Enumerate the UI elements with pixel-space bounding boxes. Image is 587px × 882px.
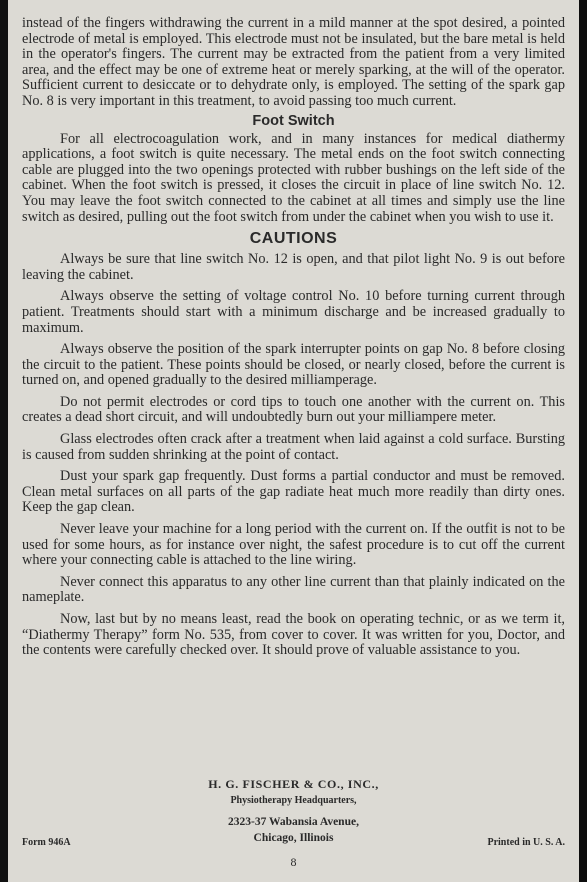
caution-paragraph: Always be sure that line switch No. 12 is open, and that pilot light No. 9 is out before leaving the cabinet. bbox=[22, 251, 565, 283]
scan-edge-left bbox=[0, 0, 8, 882]
company-city: Chicago, Illinois bbox=[253, 832, 334, 844]
page-number: 8 bbox=[290, 855, 297, 869]
caution-paragraph: Never leave your machine for a long period with the current on. If the outfit is not to be used for some hours, as for instance over night, the safest procedure is to cut off the current where your connecting cable is attached to the line wiring. bbox=[22, 521, 565, 569]
caution-paragraph: Dust your spark gap frequently. Dust forms a partial conductor and must be removed. Clean metal surfaces on all parts of the gap radiate heat much more readily than dirty ones. Keep the gap clean. bbox=[22, 468, 565, 516]
caution-paragraph: Never connect this apparatus to any other line current than that plainly indicated on the nameplate. bbox=[22, 573, 565, 606]
foot-switch-paragraph: For all electrocoagulation work, and in many instances for medical diathermy applications, a foot switch is quite necessary. The metal ends on the foot switch connecting cable are plugged into the two openings protected with rubber bushings on the left side of the cabinet. When the foot switch is pressed, it closes the circuit in place of line switch No. 12. You may leave the foot switch connected to the cabinet at all times and simply use the line switch as desired, pulling out the foot switch from under the cabinet when you wish to use it. bbox=[22, 130, 565, 225]
caution-paragraph: Always observe the setting of voltage control No. 10 before turning current through patient. Treatments should start with a minimum discharge and be increased gradually to maximum. bbox=[22, 288, 565, 336]
caution-paragraph: Do not permit electrodes or cord tips to touch one another with the current on. This creates a dead short circuit, and will undoubtedly burn out your milliampere meter. bbox=[22, 393, 565, 426]
document-page bbox=[8, 0, 579, 882]
printed-in-usa: Printed in U. S. A. bbox=[487, 837, 565, 848]
cautions-heading: CAUTIONS bbox=[249, 230, 338, 248]
caution-paragraph: Glass electrodes often crack after a treatment when laid against a cold surface. Bursting is caused from sudden shrinking at the point of contact. bbox=[22, 431, 565, 463]
scan-edge-right bbox=[579, 0, 587, 882]
intro-paragraph: instead of the fingers withdrawing the current in a mild manner at the spot desired, a pointed electrode of metal is employed. This electrode must not be insulated, but the bare metal is held in the operator's fingers. The current may be extracted from the patient from a very limited area, and the effect may be one of extreme heat or merely sparking, at the will of the operator. Sufficient current to desiccate or to dehydrate only, is employed. The setting of the spark gap No. 8 is very important in this treatment, to avoid passing too much current. bbox=[22, 15, 565, 109]
company-address: 2323-37 Wabansia Avenue, bbox=[228, 816, 359, 828]
caution-paragraph: Now, last but by no means least, read the book on operating technic, or as we term it, “Diathermy Therapy” form No. 535, from cover to cover. It was written for you, Doctor, and the contents were carefully checked over. It should prove of valuable assistance to you. bbox=[22, 611, 565, 659]
publisher-footer bbox=[8, 776, 579, 846]
form-number: Form 946A bbox=[22, 837, 71, 848]
caution-paragraph: Always observe the position of the spark interrupter points on gap No. 8 before closing the circuit to the patient. These points should be closed, or nearly closed, before the current is turned on, and opened gradually to the desired milliamperage. bbox=[22, 341, 565, 389]
company-tagline: Physiotherapy Headquarters, bbox=[230, 795, 357, 806]
company-name: H. G. FISCHER & CO., INC., bbox=[208, 777, 379, 791]
foot-switch-heading: Foot Switch bbox=[252, 112, 335, 129]
